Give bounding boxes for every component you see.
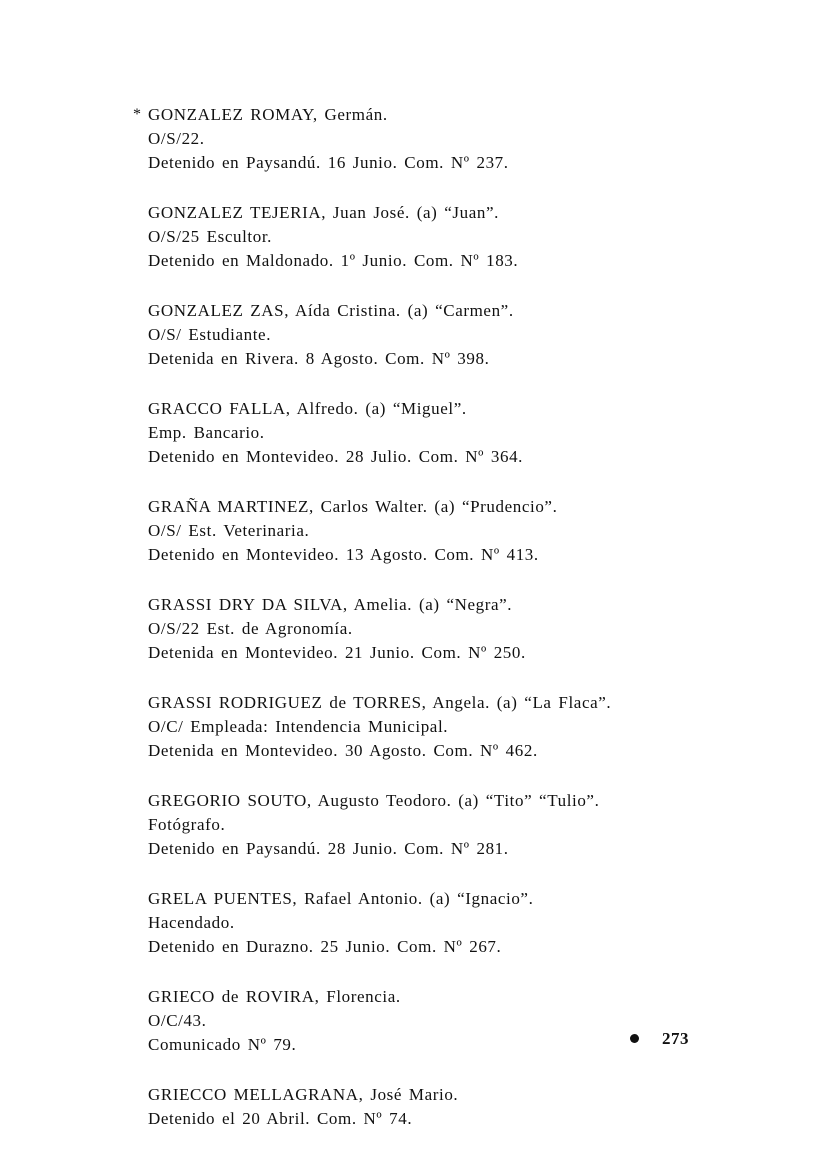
- list-item: [148, 299, 748, 371]
- entry-detail-line: O/S/ Est. Veterinaria.: [148, 521, 310, 540]
- list-item: [148, 593, 748, 665]
- footer-bullet-icon: [630, 1034, 639, 1043]
- entry-name: GRELA PUENTES, Rafael Antonio. (a) “Ignacio”.: [148, 889, 534, 908]
- entry-detail-line: Detenido el 20 Abril. Com. Nº 74.: [148, 1109, 413, 1128]
- list-item: [148, 201, 748, 273]
- entry-name: GRIECO de ROVIRA, Florencia.: [148, 987, 401, 1006]
- entry-detail-line: Detenido en Maldonado. 1º Junio. Com. Nº 183.: [148, 251, 519, 270]
- entry-detail-line: Emp. Bancario.: [148, 423, 265, 442]
- list-item: [148, 495, 748, 567]
- entry-detail-line: O/C/ Empleada: Intendencia Municipal.: [148, 717, 449, 736]
- entry-name: GRACCO FALLA, Alfredo. (a) “Miguel”.: [148, 399, 467, 418]
- entry-detail-line: Detenido en Paysandú. 16 Junio. Com. Nº 237.: [148, 153, 509, 172]
- page-number: 273: [662, 1029, 689, 1048]
- entry-name: GRAÑA MARTINEZ, Carlos Walter. (a) “Prudencio”.: [148, 497, 558, 516]
- list-item: [148, 789, 748, 861]
- entry-name: GREGORIO SOUTO, Augusto Teodoro. (a) “Tito” “Tulio”.: [148, 791, 600, 810]
- entry-detail-line: O/S/ Estudiante.: [148, 325, 272, 344]
- entry-name: GRASSI RODRIGUEZ de TORRES, Angela. (a) “La Flaca”.: [148, 693, 612, 712]
- asterisk-marker: *: [133, 106, 141, 123]
- entry-name: GONZALEZ TEJERIA, Juan José. (a) “Juan”.: [148, 203, 499, 222]
- list-item: [148, 397, 748, 469]
- entry-name: GONZALEZ ROMAY, Germán.: [148, 105, 388, 124]
- entry-detail-line: Detenida en Montevideo. 21 Junio. Com. Nº 250.: [148, 643, 526, 662]
- list-item: [148, 1083, 748, 1131]
- entry-detail-line: O/C/43.: [148, 1011, 207, 1030]
- entry-name: GRIECCO MELLAGRANA, José Mario.: [148, 1085, 459, 1104]
- entry-detail-line: O/S/22 Est. de Agronomía.: [148, 619, 353, 638]
- entry-detail-line: O/S/25 Escultor.: [148, 227, 272, 246]
- entry-detail-line: Fotógrafo.: [148, 815, 226, 834]
- entry-detail-line: Detenida en Montevideo. 30 Agosto. Com. Nº 462.: [148, 741, 538, 760]
- list-item: [133, 103, 748, 175]
- list-item: [148, 691, 748, 763]
- entry-detail-line: Detenido en Durazno. 25 Junio. Com. Nº 267.: [148, 937, 502, 956]
- entry-detail-line: Detenida en Rivera. 8 Agosto. Com. Nº 398.: [148, 349, 490, 368]
- entry-detail-line: Hacendado.: [148, 913, 235, 932]
- entry-detail-line: O/S/22.: [148, 129, 205, 148]
- entry-list: [133, 103, 748, 1157]
- entry-detail-line: Comunicado Nº 79.: [148, 1035, 297, 1054]
- entry-detail-line: Detenido en Paysandú. 28 Junio. Com. Nº 281.: [148, 839, 509, 858]
- entry-detail-line: Detenido en Montevideo. 13 Agosto. Com. Nº 413.: [148, 545, 539, 564]
- entry-name: GONZALEZ ZAS, Aída Cristina. (a) “Carmen”.: [148, 301, 514, 320]
- list-item: [148, 887, 748, 959]
- list-item: [148, 985, 748, 1057]
- entry-name: GRASSI DRY DA SILVA, Amelia. (a) “Negra”.: [148, 595, 513, 614]
- entry-detail-line: Detenido en Montevideo. 28 Julio. Com. Nº 364.: [148, 447, 524, 466]
